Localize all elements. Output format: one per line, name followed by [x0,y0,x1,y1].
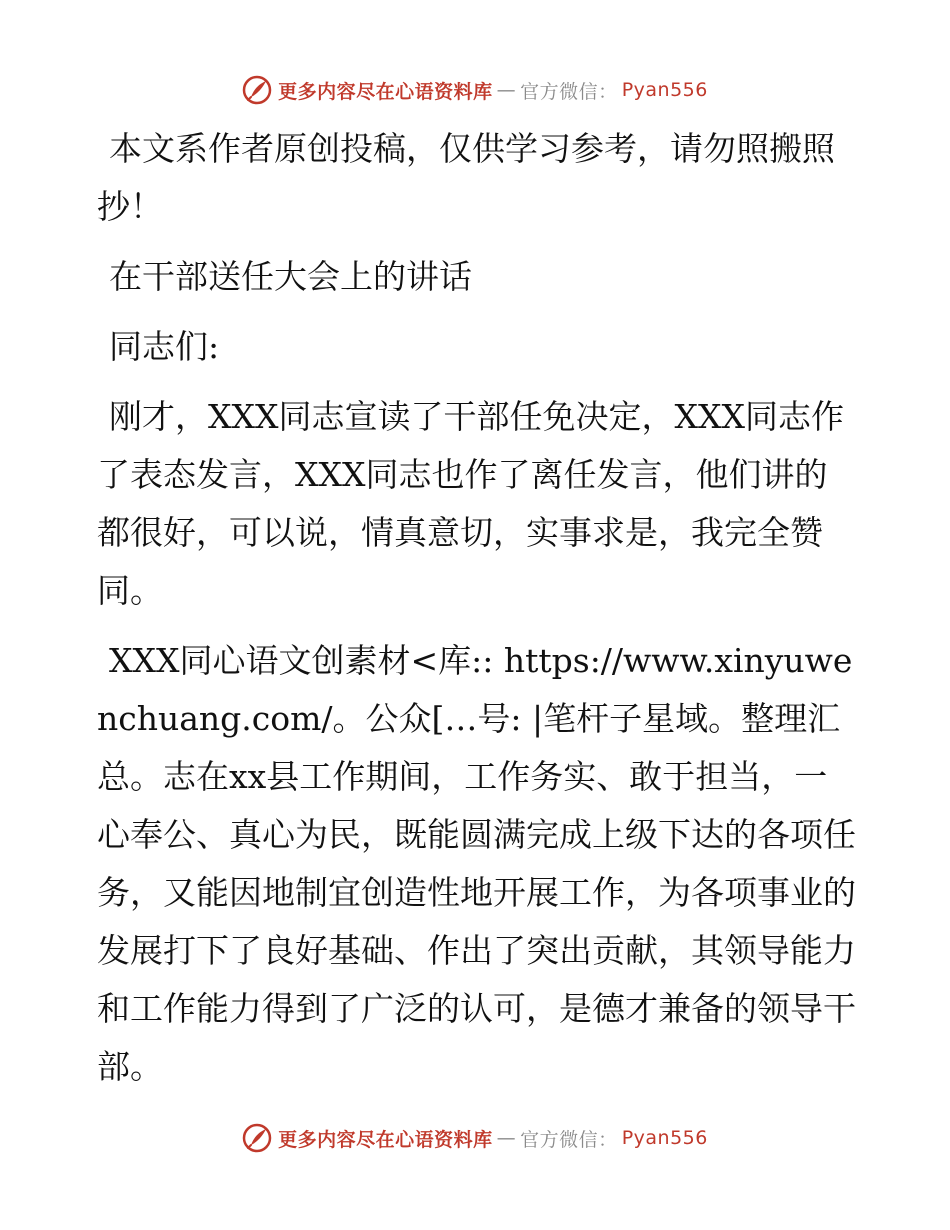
footer-wechat-id: Pyan556 [621,1127,708,1149]
paragraph-1: 刚才，XXX同志宣读了干部任免决定，XXX同志作了表态发言，XXX同志也作了离任发言，他们讲的都很好，可以说，情真意切，实事求是，我完全赞同。 [97,397,844,610]
document-body [97,120,857,1108]
feather-pen-logo-icon [242,75,272,105]
feather-pen-logo-icon [242,1123,272,1153]
disclaimer-text: 本文系作者原创投稿，仅供学习参考，请勿照搬照抄！ [97,129,835,226]
paragraph-2: XXX同心语文创素材<库:: https://www.xinyuwenchuang.com/。公众[…号: |笔杆子星域。整理汇总。志在xx县工作期间，工作务实、敢于担当，一心奉公、真心为民，既能圆满完成上级下达的各项任务，又能因地制宜创造性地开展工作，为各项事业的发展打下了良好基础、作出了突出贡献，其领导能力和工作能力得到了广泛的认可，是德才兼备的领导干部。 [97,641,856,1086]
header-contact-label: 官方微信： [520,80,618,103]
header-site-text: 更多内容尽在心语资料库 [278,80,493,103]
footer-site-text: 更多内容尽在心语资料库 [278,1128,493,1151]
header-banner [0,70,950,110]
document-title: 在干部送任大会上的讲话 [109,257,472,296]
salutation-text: 同志们: [109,327,220,366]
header-wechat-id: Pyan556 [621,79,708,101]
footer-contact-label: 官方微信： [520,1128,618,1151]
footer-banner [0,1118,950,1158]
footer-dash: — [496,1127,517,1149]
header-dash: — [496,79,517,101]
